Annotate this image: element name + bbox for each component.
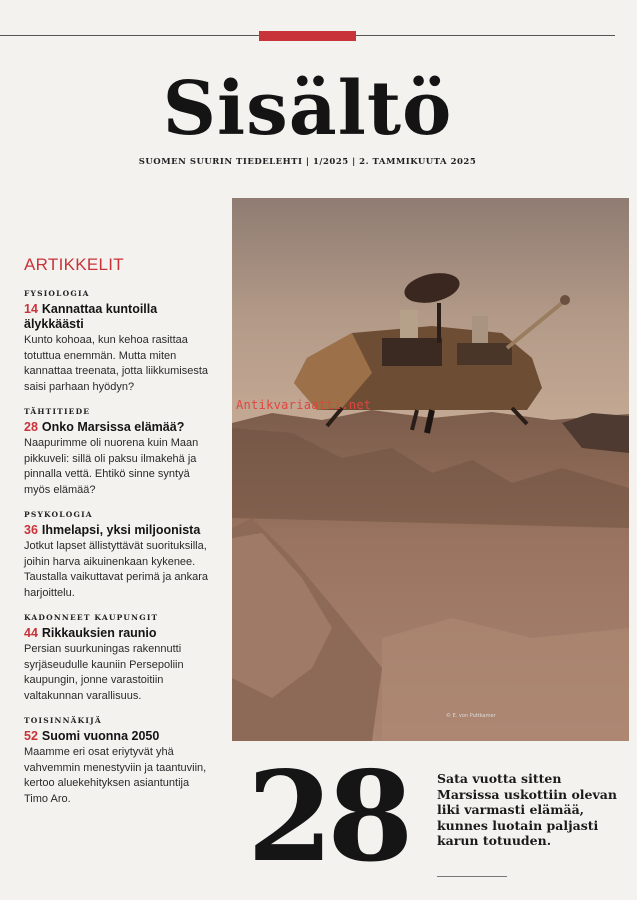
article-description: Maamme eri osat eriytyvät yhä vahvemmin menestyviin ja taantuviin, kertoo aluekehityksen asiantuntija Timo Aro. [24,746,207,805]
article-description: Naapurimme oli nuorena kuin Maan pikkuveli: sillä oli paksu ilmakehä ja pinnalla vettä. Ehtikö sinne syntyä myös elämää? [24,437,199,496]
article-item[interactable] [24,289,214,395]
article-item[interactable] [24,613,214,704]
feature-page-number: 28 [247,745,408,890]
photo-credit: © E. von Puttkamer [446,713,496,719]
article-category: KADONNEET KAUPUNGIT [24,613,159,622]
page-title: Sisältö [162,66,453,152]
accent-bar [259,31,356,41]
article-item[interactable] [24,510,214,601]
article-headline [24,626,214,641]
feature-caption: Sata vuotta sitten Marsissa uskottiin olevan liki varmasti elämää, kunnes luotain paljasti karun totuuden. [437,771,617,848]
headline-text: Rikkauksien raunio [41,626,157,640]
page-number: 28 [24,420,38,434]
article-description: Jotkut lapset ällistyttävät suorituksilla, joihin harva aikuinenkaan kykenee. Taustalla vaikuttavat perimä ja ankara harjoittelu. [24,540,209,599]
photo-illustration [232,198,629,741]
headline-text: Onko Marsissa elämää? [41,420,185,434]
page-number: 44 [24,626,38,640]
section-title: ARTIKKELIT [24,255,124,274]
issue-info: SUOMEN SUURIN TIEDELEHTI | 1/2025 | 2. TAMMIKUUTA 2025 [138,157,477,167]
page-number: 52 [24,729,38,743]
article-item[interactable] [24,716,214,807]
page-number: 36 [24,523,38,537]
headline-text: Suomi vuonna 2050 [41,729,160,743]
article-headline [24,729,214,744]
article-category: TÄHTITIEDE [24,407,91,416]
page-number: 14 [24,302,38,316]
article-category: FYSIOLOGIA [24,289,90,298]
article-description: Kunto kohoaa, kun kehoa rasittaa totuttua enemmän. Mutta miten kannattaa treenata, jotta liikkumisesta saisi parhaan hyödyn? [24,334,209,393]
article-item[interactable] [24,407,214,498]
mars-lander-photo[interactable] [232,198,629,741]
article-category: PSYKOLOGIA [24,510,93,519]
articles-sidebar [24,255,214,819]
article-headline [24,523,214,538]
headline-text: Kannattaa kuntoilla älykkäästi [24,302,158,331]
watermark-text: Antikvariaatti.net [236,398,372,412]
article-description: Persian suurkuningas rakennutti syrjäseudulle kauniin Persepoliin kaupungin, jonne varastoitiin valtakunnan varallisuus. [24,643,184,702]
caption-rule [437,876,507,877]
headline-text: Ihmelapsi, yksi miljoonista [41,523,201,537]
article-category: TOISINNÄKIJÄ [24,716,102,725]
article-headline [24,302,214,332]
article-headline [24,420,214,435]
